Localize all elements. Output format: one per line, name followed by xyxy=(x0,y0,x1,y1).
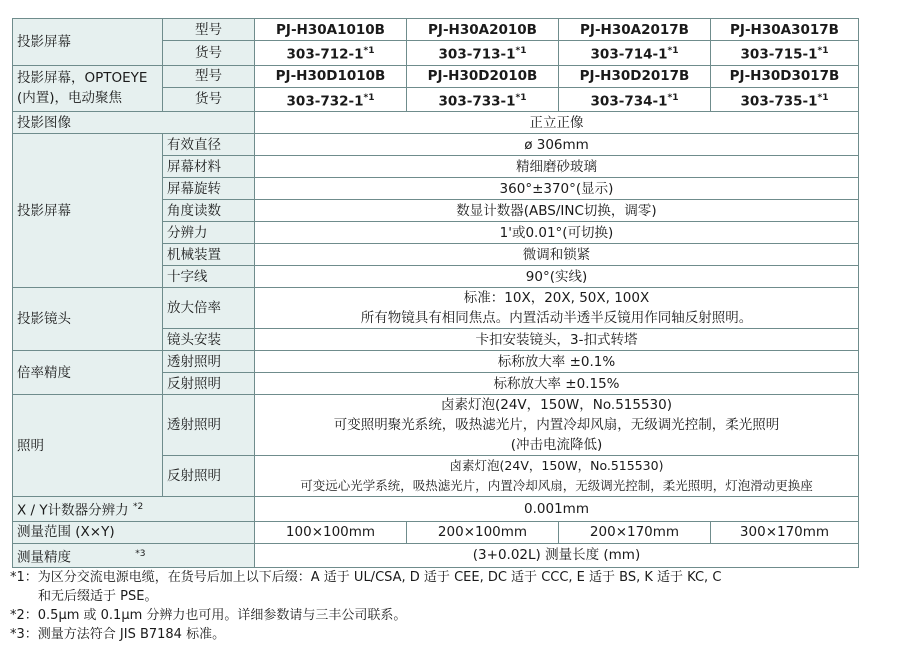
model-cell: PJ-H30D2017B xyxy=(559,65,711,87)
item-value: 90°(实线) xyxy=(255,266,859,288)
group-label-screen: 投影屏幕 xyxy=(13,19,163,66)
spec-table xyxy=(12,18,859,568)
row-counter-resolution xyxy=(13,497,859,522)
item-value: 卤素灯泡(24V，150W，No.515530) 可变远心光学系统，吸热滤光片，内置冷却风扇，无级调光控制，柔光照明，灯泡滑动更换座 xyxy=(255,456,859,497)
range-value: 200×100mm xyxy=(407,521,559,543)
model-label: 型号 xyxy=(163,65,255,87)
item-name: 角度读数 xyxy=(163,200,255,222)
item-value: 数显计数器(ABS/INC切换，调零) xyxy=(255,200,859,222)
row-projection-image xyxy=(13,112,859,134)
footnote-3: *3：测量方法符合 JIS B7184 标准。 xyxy=(10,627,226,642)
item-value: 卡扣安装镜头，3-扣式转塔 xyxy=(255,329,859,351)
row-label: 投影图像 xyxy=(13,112,255,134)
row-measuring-range xyxy=(13,521,859,543)
footnote-1-cont: 和无后缀适于 PSE。 xyxy=(38,589,158,604)
code-cell: 303-732-1$^{*1}$ xyxy=(255,87,407,112)
code-cell: 303-735-1$^{*1}$ xyxy=(711,87,859,112)
row-value: (3+0.02L) 测量长度 (mm) xyxy=(255,543,859,568)
row-measuring-accuracy xyxy=(13,543,859,568)
row-mag-accuracy xyxy=(13,351,859,373)
item-value: 卤素灯泡(24V，150W，No.515530) 可变照明聚光系统，吸热滤光片，内置冷却风扇，无级调光控制，柔光照明 (冲击电流降低) xyxy=(255,395,859,456)
row-screen xyxy=(13,134,859,156)
item-name: 反射照明 xyxy=(163,373,255,395)
row-value: 0.001mm xyxy=(255,497,859,522)
item-name: 十字线 xyxy=(163,266,255,288)
model-cell: PJ-H30A3017B xyxy=(711,19,859,41)
row-label: 测量精度 $^{*3}$ xyxy=(13,543,255,568)
code-cell: 303-733-1$^{*1}$ xyxy=(407,87,559,112)
model-label: 型号 xyxy=(163,19,255,41)
model-cell: PJ-H30D2010B xyxy=(407,65,559,87)
row-label: X / Y计数器分辨力 $^{*2}$ xyxy=(13,497,255,522)
item-value: 标称放大率 ±0.15% xyxy=(255,373,859,395)
model-cell: PJ-H30A2010B xyxy=(407,19,559,41)
item-name: 反射照明 xyxy=(163,456,255,497)
code-cell: 303-713-1$^{*1}$ xyxy=(407,41,559,66)
code-cell: 303-734-1$^{*1}$ xyxy=(559,87,711,112)
range-value: 100×100mm xyxy=(255,521,407,543)
row-label-accuracy: 倍率精度 xyxy=(13,351,163,395)
item-value: 1'或0.01°(可切换) xyxy=(255,222,859,244)
item-name: 有效直径 xyxy=(163,134,255,156)
item-name: 透射照明 xyxy=(163,395,255,456)
model-cell: PJ-H30D3017B xyxy=(711,65,859,87)
footnote-2: *2：0.5μm 或 0.1μm 分辨力也可用。详细参数请与三丰公司联系。 xyxy=(10,608,407,623)
range-value: 200×170mm xyxy=(559,521,711,543)
row-label-illumination: 照明 xyxy=(13,395,163,497)
range-value: 300×170mm xyxy=(711,521,859,543)
item-name: 机械装置 xyxy=(163,244,255,266)
model-cell: PJ-H30A2017B xyxy=(559,19,711,41)
code-label: 货号 xyxy=(163,41,255,66)
item-name: 镜头安装 xyxy=(163,329,255,351)
item-value: 360°±370°(显示) xyxy=(255,178,859,200)
item-value: 精细磨砂玻璃 xyxy=(255,156,859,178)
footnote-1: *1：为区分交流电源电缆，在货号后加上以下后缀：A 适于 UL/CSA, D 适于 CEE, DC 适于 CCC, E 适于 BS, K 适于 KC, C xyxy=(10,570,722,585)
row-label-screen: 投影屏幕 xyxy=(13,134,163,288)
code-cell: 303-715-1$^{*1}$ xyxy=(711,41,859,66)
item-name: 屏幕旋转 xyxy=(163,178,255,200)
model-cell: PJ-H30D1010B xyxy=(255,65,407,87)
row-illumination xyxy=(13,395,859,456)
item-name: 透射照明 xyxy=(163,351,255,373)
footnotes xyxy=(10,568,890,644)
header-row-model-1 xyxy=(13,19,859,41)
item-name: 分辨力 xyxy=(163,222,255,244)
item-name: 放大倍率 xyxy=(163,288,255,329)
row-lens xyxy=(13,288,859,329)
item-value: 标准：10X，20X, 50X, 100X 所有物镜具有相同焦点。内置活动半透半反镜用作同轴反射照明。 xyxy=(255,288,859,329)
row-label: 测量范围 (X×Y) xyxy=(13,521,255,543)
row-value: 正立正像 xyxy=(255,112,859,134)
item-value: 微调和锁紧 xyxy=(255,244,859,266)
model-cell: PJ-H30A1010B xyxy=(255,19,407,41)
item-value: 标称放大率 ±0.1% xyxy=(255,351,859,373)
code-cell: 303-714-1$^{*1}$ xyxy=(559,41,711,66)
group-label-optoeye: 投影屏幕，OPTOEYE (内置)，电动聚焦 xyxy=(13,65,163,112)
item-name: 屏幕材料 xyxy=(163,156,255,178)
code-cell: 303-712-1$^{*1}$ xyxy=(255,41,407,66)
header-row-model-2 xyxy=(13,65,859,87)
code-label: 货号 xyxy=(163,87,255,112)
row-label-lens: 投影镜头 xyxy=(13,288,163,351)
item-value: ø 306mm xyxy=(255,134,859,156)
